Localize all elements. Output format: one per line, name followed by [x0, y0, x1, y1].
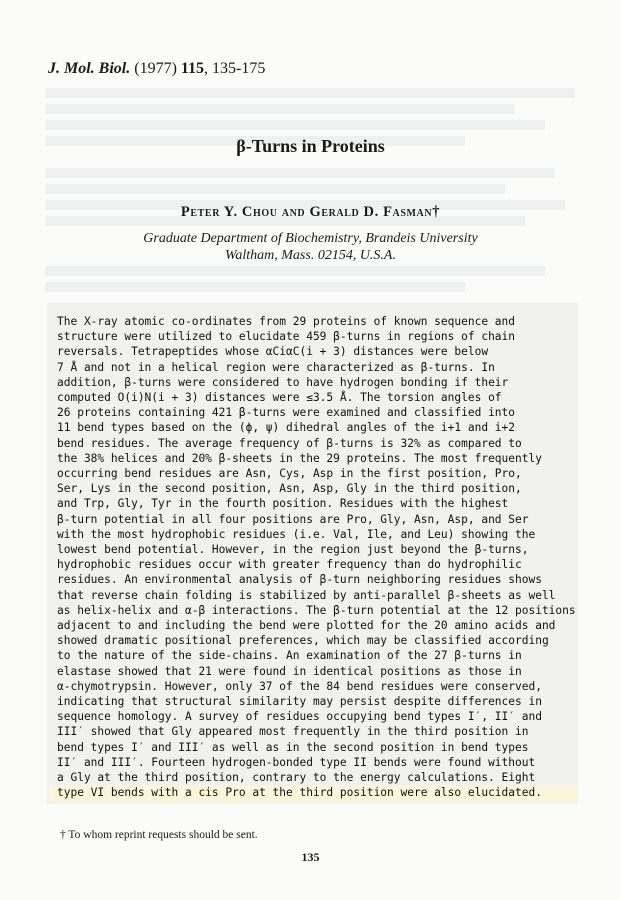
journal-citation — [48, 60, 265, 78]
abstract[interactable] — [57, 314, 578, 801]
abstract-line: Ser, Lys in the second position, Asn, Asp, Gly in the third position, — [57, 482, 522, 496]
abstract-line: indicating that structural similarity may persist despite differences in — [57, 695, 542, 709]
abstract-line: to the nature of the side-chains. An examination of the 27 β-turns in — [57, 649, 522, 663]
abstract-line: hydrophobic residues occur with greater frequency than do hydrophilic — [57, 558, 522, 572]
abstract-line: 26 proteins containing 421 β-turns were examined and classified into — [57, 406, 516, 420]
journal-volume: 115 — [180, 60, 205, 77]
journal-name: J. Mol. Biol. — [48, 60, 131, 77]
journal-pages: , 135-175 — [204, 60, 266, 77]
abstract-line: bend residues. The average frequency of β-turns is 32% as compared to — [57, 436, 522, 450]
bleed-through — [45, 120, 545, 130]
abstract-line: a Gly at the third position, contrary to the energy calculations. Eight — [57, 771, 536, 785]
journal-year: (1977) — [134, 60, 177, 77]
abstract-line: the 38% helices and 20% β-sheets in the 29 proteins. The most frequently — [57, 451, 542, 465]
abstract-line: type VI bends with a cis Pro at the third position were also elucidated. — [49, 785, 578, 800]
abstract-line: β-turn potential in all four positions are Pro, Gly, Asn, Asp, and Ser — [57, 512, 529, 526]
abstract-line: II′ and III′. Fourteen hydrogen-bonded type II bends were found without — [57, 755, 536, 769]
abstract-line: α-chymotrypsin. However, only 37 of the 84 bend residues were conserved, — [57, 679, 542, 693]
abstract-line: with the most hydrophobic residues (i.e. Val, Ile, and Leu) showing the — [57, 527, 536, 541]
bleed-through — [45, 104, 515, 114]
abstract-line: The X-ray atomic co-ordinates from 29 proteins of known sequence and — [57, 315, 516, 328]
abstract-line: III′ showed that Gly appeared most frequently in the third position in — [57, 725, 529, 739]
affiliation-line-1: Graduate Department of Biochemistry, Brandeis University — [143, 231, 478, 246]
abstract-line: as helix-helix and α-β interactions. The β-turn potential at the 12 positions — [57, 603, 576, 617]
bleed-through — [45, 168, 555, 178]
article-title: β-Turns in Proteins — [236, 136, 385, 156]
abstract-line: 11 bend types based on the (ϕ, ψ) dihedral angles of the i+1 and i+2 — [57, 421, 516, 435]
abstract-line: occurring bend residues are Asn, Cys, Asp in the first position, Pro, — [57, 467, 522, 481]
affiliation-line-2: Waltham, Mass. 02154, U.S.A. — [225, 248, 396, 263]
bleed-through — [45, 184, 505, 194]
abstract-line: computed O(i)N(i + 3) distances were ≤3.5 Å. The torsion angles of — [57, 391, 502, 405]
bleed-through — [45, 282, 465, 292]
footnote: † To whom reprint requests should be sent. — [60, 829, 258, 841]
abstract-line: addition, β-turns were considered to have hydrogen bonding if their — [57, 375, 509, 389]
abstract-line: sequence homology. A survey of residues occupying bend types I′, II′ and — [57, 710, 542, 724]
abstract-line: adjacent to and including the bend were plotted for the 20 amino acids and — [57, 619, 556, 633]
abstract-line: elastase showed that 21 were found in identical positions as those in — [57, 664, 522, 678]
abstract-line: that reverse chain folding is stabilized by anti-parallel β-sheets as well — [57, 588, 556, 602]
abstract-line: structure were utilized to elucidate 459 β-turns in regions of chain — [57, 330, 516, 344]
bleed-through — [45, 266, 545, 276]
abstract-line: reversals. Tetrapeptides whose αCiαC(i + 3) distances were below — [57, 345, 489, 359]
bleed-through — [45, 88, 575, 98]
authors: Peter Y. Chou and Gerald D. Fasman† — [180, 204, 441, 220]
abstract-line: 7 Å and not in a helical region were characterized as β-turns. In — [57, 360, 495, 374]
page-number: 135 — [301, 850, 320, 864]
abstract-line: showed dramatic positional preferences, which may be classified according — [57, 634, 549, 648]
abstract-line: and Trp, Gly, Tyr in the fourth position. Residues with the highest — [57, 497, 509, 511]
abstract-line: lowest bend potential. However, in the region just beyond the β-turns, — [57, 543, 529, 557]
abstract-line: bend types I′ and III′ as well as in the second position in bend types — [57, 740, 529, 754]
abstract-line: residues. An environmental analysis of β-turn neighboring residues shows — [57, 573, 542, 587]
